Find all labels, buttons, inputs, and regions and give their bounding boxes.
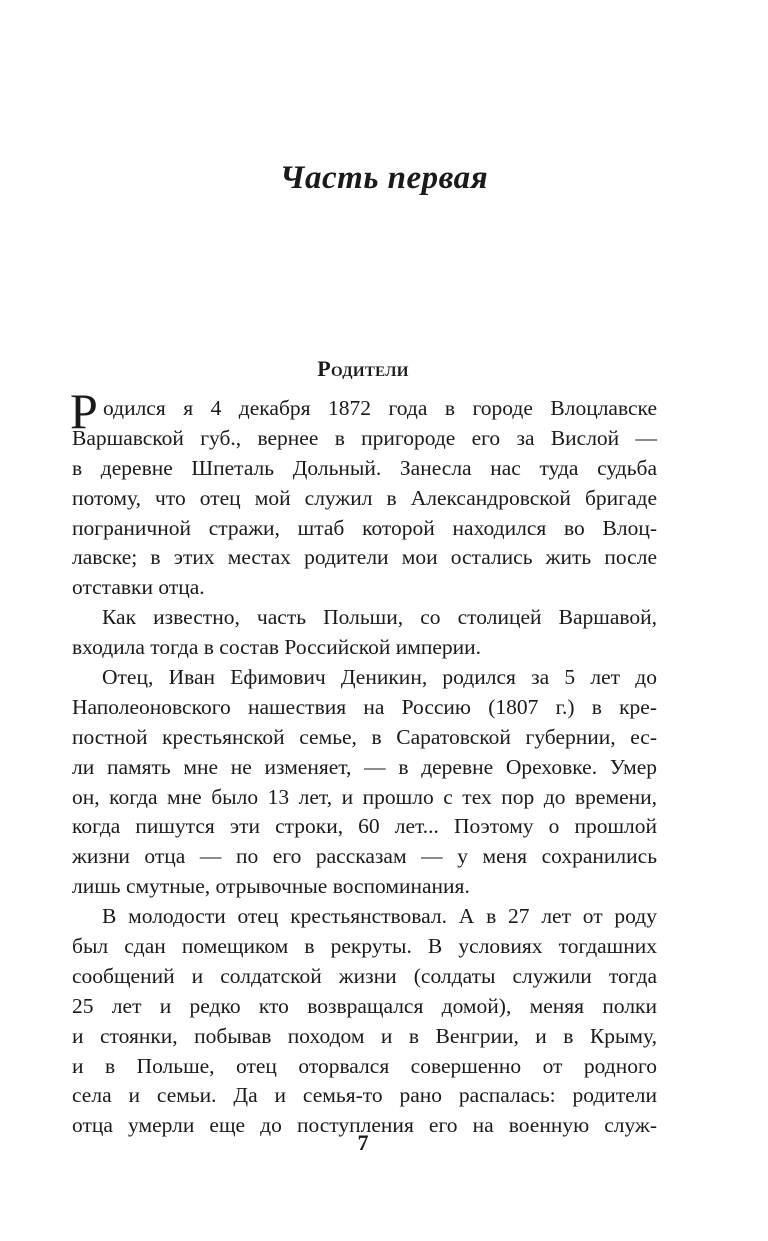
text-line: отставки отца. xyxy=(72,575,205,600)
text-line: Наполеоновского нашествия на Россию (1807 г.) в кре- xyxy=(72,694,657,719)
text-line: когда пишутся эти строки, 60 лет... Поэтому о прошлой xyxy=(72,814,657,839)
paragraph xyxy=(72,902,657,1141)
text-line: входила тогда в состав Российской империи. xyxy=(72,635,482,660)
text-line: пограничной стражи, штаб которой находился во Влоц- xyxy=(72,515,657,540)
text-line: В молодости отец крестьянствовал. А в 27 лет от роду xyxy=(102,904,657,929)
text-line: и стоянки, побывав походом и в Венгрии, и в Крыму, xyxy=(72,1023,657,1048)
text-line: и в Польше, отец оторвался совершенно от родного xyxy=(72,1053,657,1078)
paragraph xyxy=(72,663,657,902)
text-line: он, когда мне было 13 лет, и прошло с тех пор до времени, xyxy=(72,784,657,809)
paragraph xyxy=(70,383,657,603)
text-line: был сдан помещиком в рекруты. В условиях тогдашних xyxy=(72,934,657,959)
text-line: в деревне Шпеталь Дольный. Занесла нас туда судьба xyxy=(72,455,657,480)
text-line: Как известно, часть Польши, со столицей Варшавой, xyxy=(102,605,657,630)
paragraph xyxy=(72,603,657,663)
text-line: сообщений и солдатской жизни (солдаты служили тогда xyxy=(72,963,657,988)
body-text xyxy=(70,383,657,1141)
part-title: Часть первая xyxy=(279,160,489,196)
text-line: Р одился я 4 декабря 1872 года в городе Влоцлавске xyxy=(70,383,657,439)
drop-cap: Р xyxy=(70,383,98,439)
page-number: 7 xyxy=(357,1130,369,1155)
text-line: села и семьи. Да и семья-то рано распалась: родители xyxy=(72,1083,657,1108)
text-line: потому, что отец мой служил в Александровской бригаде xyxy=(72,485,657,510)
chapter-title: Родители xyxy=(317,356,409,381)
text-line: постной крестьянской семье, в Саратовской губернии, ес- xyxy=(72,724,657,749)
text-line: отца умерли еще до поступления его на военную служ- xyxy=(72,1113,657,1138)
text-line: Отец, Иван Ефимович Деникин, родился за 5 лет до xyxy=(102,665,657,690)
text-line: лишь смутные, отрывочные воспоминания. xyxy=(72,874,470,899)
text-line: жизни отца — по его рассказам — у меня сохранились xyxy=(72,844,657,869)
text-line: 25 лет и редко кто возвращался домой), меняя полки xyxy=(72,993,657,1018)
text-line: Варшавской губ., вернее в пригороде его за Вислой — xyxy=(72,425,657,450)
text-line: ли память мне не изменяет, — в деревне Ореховке. Умер xyxy=(72,754,657,779)
text-line: лавске; в этих местах родители мои остались жить после xyxy=(72,545,657,570)
